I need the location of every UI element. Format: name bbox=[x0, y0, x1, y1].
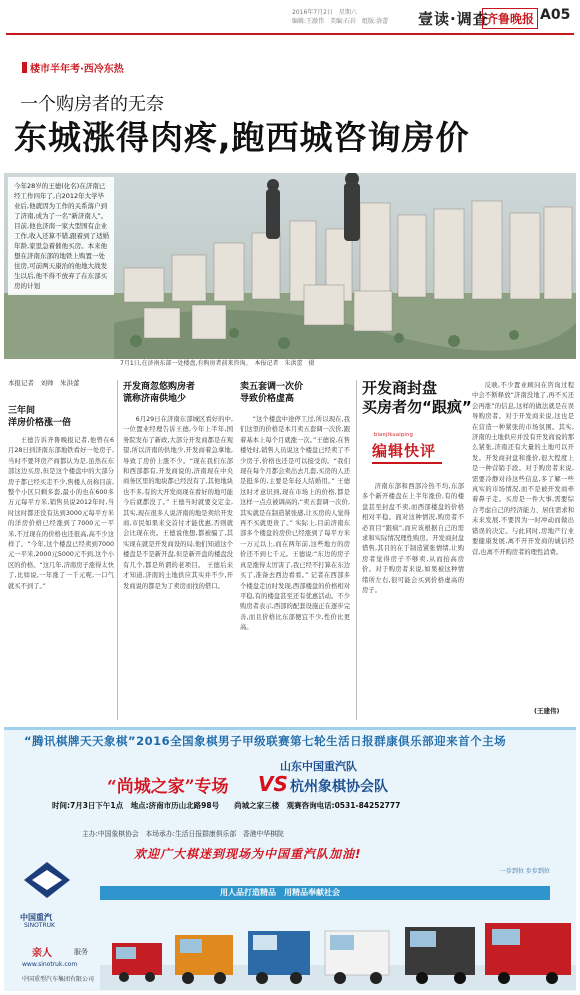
ad-slogan: 欢迎广大棋迷到现场为中国重汽队加油! bbox=[134, 847, 362, 861]
page-editors: 编辑:王澈伟 美编:石岩 组版:洛蕾 bbox=[292, 18, 389, 25]
section-title-3: 卖五套调一次价 导致价格虚高 bbox=[240, 382, 304, 404]
ad-organizers: 主办:中国象棋协会 本场承办:生活日报群康俱乐部 香港中华棋院 bbox=[82, 830, 284, 838]
editorial-rule bbox=[372, 462, 442, 464]
page-number: A05 bbox=[540, 7, 571, 23]
ad-event: “尚城之家”专场 bbox=[107, 777, 229, 797]
editorial-byline: (王建伟) bbox=[534, 707, 560, 715]
headline: 东城涨得肉疼,跑西城咨询房价 bbox=[14, 118, 470, 157]
ad-logo-en: SINOTRUK bbox=[24, 922, 55, 929]
article-column-1: 王德告诉齐鲁晚报记者,他曾在6月28日到济南东部地铁看好一处房子,当时不要拜房产商都认为是,虽然在东部这边买房,但是这个楼盘中的大部分房子都已经买走不少,售楼人员称目前,整个小区只剩多套,最小的也在600多万元每平方米,销售员说2012年时,当时这时都还没有达到3000元每平方米的洋房价格已经涨到了7000元一平米,不过现在的价格也还很高,高不少这样了。“今年,这个楼盘已经卖到7000元一平米,2000元5000元不到,这个小区的价格。“这几年,济南房子涨得太快了,比如说,一年涨了一千元呢,一口气就买不到了。” bbox=[8, 437, 114, 590]
ad-team-b: 杭州象棋协会队 bbox=[290, 779, 388, 795]
section-title-2: 开发商忽悠购房者 谎称济南供地少 bbox=[123, 382, 196, 404]
ad-title: “腾讯棋牌天天象棋”2016全国象棋男子甲级联赛第七轮生活日报群康俱乐部迎来首个主场 bbox=[24, 734, 507, 748]
column-divider bbox=[117, 380, 118, 720]
column-divider bbox=[356, 380, 357, 720]
editorial-pinyin: bianjikuaiping bbox=[374, 432, 414, 438]
ad-logo-text: 中国重汽 bbox=[20, 913, 52, 922]
page-meta bbox=[292, 8, 422, 26]
sinotruk-logo-icon bbox=[18, 858, 76, 918]
article-column-3: “这个楼盘中途停工过,所以现在,我们这里的价格是本月卖五套调一次价,跟着基本上每个月就涨一次。”王德说,在售楼处时,销售人员说这个楼盘已经卖了不少房子,价格也还是可以接受的。“我们现在每个月都会卖出去几套,买房的人还是挺多的,主要是年轻人结婚用。” 王德这时才意识到,现在市场上的价格,都是这样一点点被调高的,“卖五套调一次价,其实就是在制造紧张感,让买房的人觉得再不买就更贵了。” 实际上,目前济南东部多个楼盘的房价已经涨到了每平方米一万元以上,而在两年前,这些地方的房价还不到七千元。王德说:“东边的房子真是涨得太厉害了,我已经不打算在东边买了,准备去西边看看。” 记者在西部多个楼盘走访时发现,西部楼盘的价格相对平稳,有的楼盘甚至还有优惠活动。不少购房者表示,西部的配套设施正在逐步完善,而且价格比东部便宜不少,性价比更高。 bbox=[240, 416, 350, 632]
ad-banner-text: 用人品打造精品 用精品奉献社会 bbox=[220, 888, 340, 897]
column-tag-text: 楼市半年考·西冷东热 bbox=[30, 64, 124, 75]
editorial-column-1: 济南东部和西部冷热不均,东部多个新开楼盘在上半年涨价,有的楼盘甚至封盘不卖,而西部楼盘的价格相对平稳。面对这种情况,购房者不必盲目“跟疯”,而应该根据自己的需求和实际情况理性购房。开发商封盘惜售,其目的在于制造紧张情绪,让购房者觉得房子不够卖,从而抬高房价。对于购房者来说,如果被这种情绪所左右,很可能会买到价格虚高的房子。 bbox=[362, 483, 464, 595]
story-intro: 今年28岁的王德(化名)在济南已经工作四年了,自2012年大学毕业后,他就因为工作的关系落户到了济南,成为了一名“新济南人”。目前,他也济南一家大型国有企业工作,收入还算不错,跟着到了适婚年龄,家里急着催他买房。本来他想在济南东部的地铁上购置一处住房,可前两天康治的他地大战发生以后,他不得不放弃了在东部买房的计划 bbox=[8, 177, 114, 295]
reporter-byline: 本报记者 刘帅 朱洪蕾 bbox=[8, 379, 80, 387]
tag-bar bbox=[22, 62, 27, 73]
newspaper-logo: 齐鲁晚报 bbox=[482, 8, 538, 29]
ad-service-mark: 亲人 bbox=[32, 948, 52, 959]
ad-vs: VS bbox=[258, 772, 288, 796]
section-name: 壹读·调查 bbox=[418, 10, 489, 28]
editorial-title: 开发商封盘 买房者勿“跟疯” bbox=[362, 379, 472, 416]
editorial-column-2: 反映,不少置业顾问在咨询过程中会不断释放“济南没地了,再不买还会再涨”的信息,这样的做法就是在误导购房者。对于开发商来说,这也是在营造一种紧张的市场氛围。其实,济南的土地供应并没有开发商说的那么紧张,济南还有大量的土地可以开发。开发商封盘和涨价,很大程度上是一种营销手段。对于购房者来说,需要冷静对待这些信息,多了解一些真实的市场情况,而不是被开发商牵着鼻子走。买房是一件大事,需要综合考虑自己的经济能力、居住需求和未来发展,不要因为一时冲动而做出错误的决定。与此同时,房地产行业要健康发展,离不开开发商的诚信经营,也离不开购房者的理性消费。 bbox=[472, 382, 574, 556]
photo-caption: 7月1日,在济南东部一处楼盘,有购房者前来咨询。 本报记者 朱洪蕾 摄 bbox=[120, 360, 315, 367]
ad-tagline: 一步到位 步步到位 bbox=[500, 868, 550, 875]
column-tag bbox=[22, 60, 124, 75]
truck-lineup-image bbox=[100, 905, 576, 990]
ad-info: 时间:7月3日下午1点 地点:济南市历山北路98号 尚城之家三楼 观赛咨询电话:0531-84252777 bbox=[52, 801, 401, 810]
ad-url: www.sinotruk.com bbox=[22, 961, 78, 968]
ad-company: 中国重型汽车集团有限公司 bbox=[22, 976, 95, 983]
header-rule bbox=[6, 33, 574, 35]
ad-team-a: 山东中国重汽队 bbox=[280, 760, 357, 773]
subheadline: 一个购房者的无奈 bbox=[20, 94, 164, 115]
ad-service-text: 服务 bbox=[74, 948, 88, 956]
page-date: 2016年7月2日 星期六 bbox=[292, 9, 357, 16]
article-column-2: 6月29日在济南东部城区看好的中,一位置业经理告诉王德,今年上半年,国务院发布了新政,大部分开发商都是在观望,所以济南的供地少,开发商着急拿地,导致了房价上涨不少。“现在我们东部和西部都有,开发商说的,济南现在中央商务区里的地块都已经没有了,其他地块也不多,有的大开发商现在看好的地可能今后就都没了。” 王德当时就要交定金,其实,现在很多人说济南的地是卖给开发商,市民如果来交首付才能优惠,否则就会比现在贵。王德说他想,都被骗了,其实现在就是开发商设的局,他们知道这个楼盘是不是新开盘,但是新开盘的楼盘没有几个,都是所谓的老项目。 王德后来才知道,济南的土地供应其实并不少,开发商说的都是为了卖房而找的借口。 bbox=[123, 416, 233, 590]
editorial-label: 编辑快评 bbox=[372, 442, 437, 460]
section-title-1: 三年间 洋房价格涨一倍 bbox=[8, 406, 72, 428]
